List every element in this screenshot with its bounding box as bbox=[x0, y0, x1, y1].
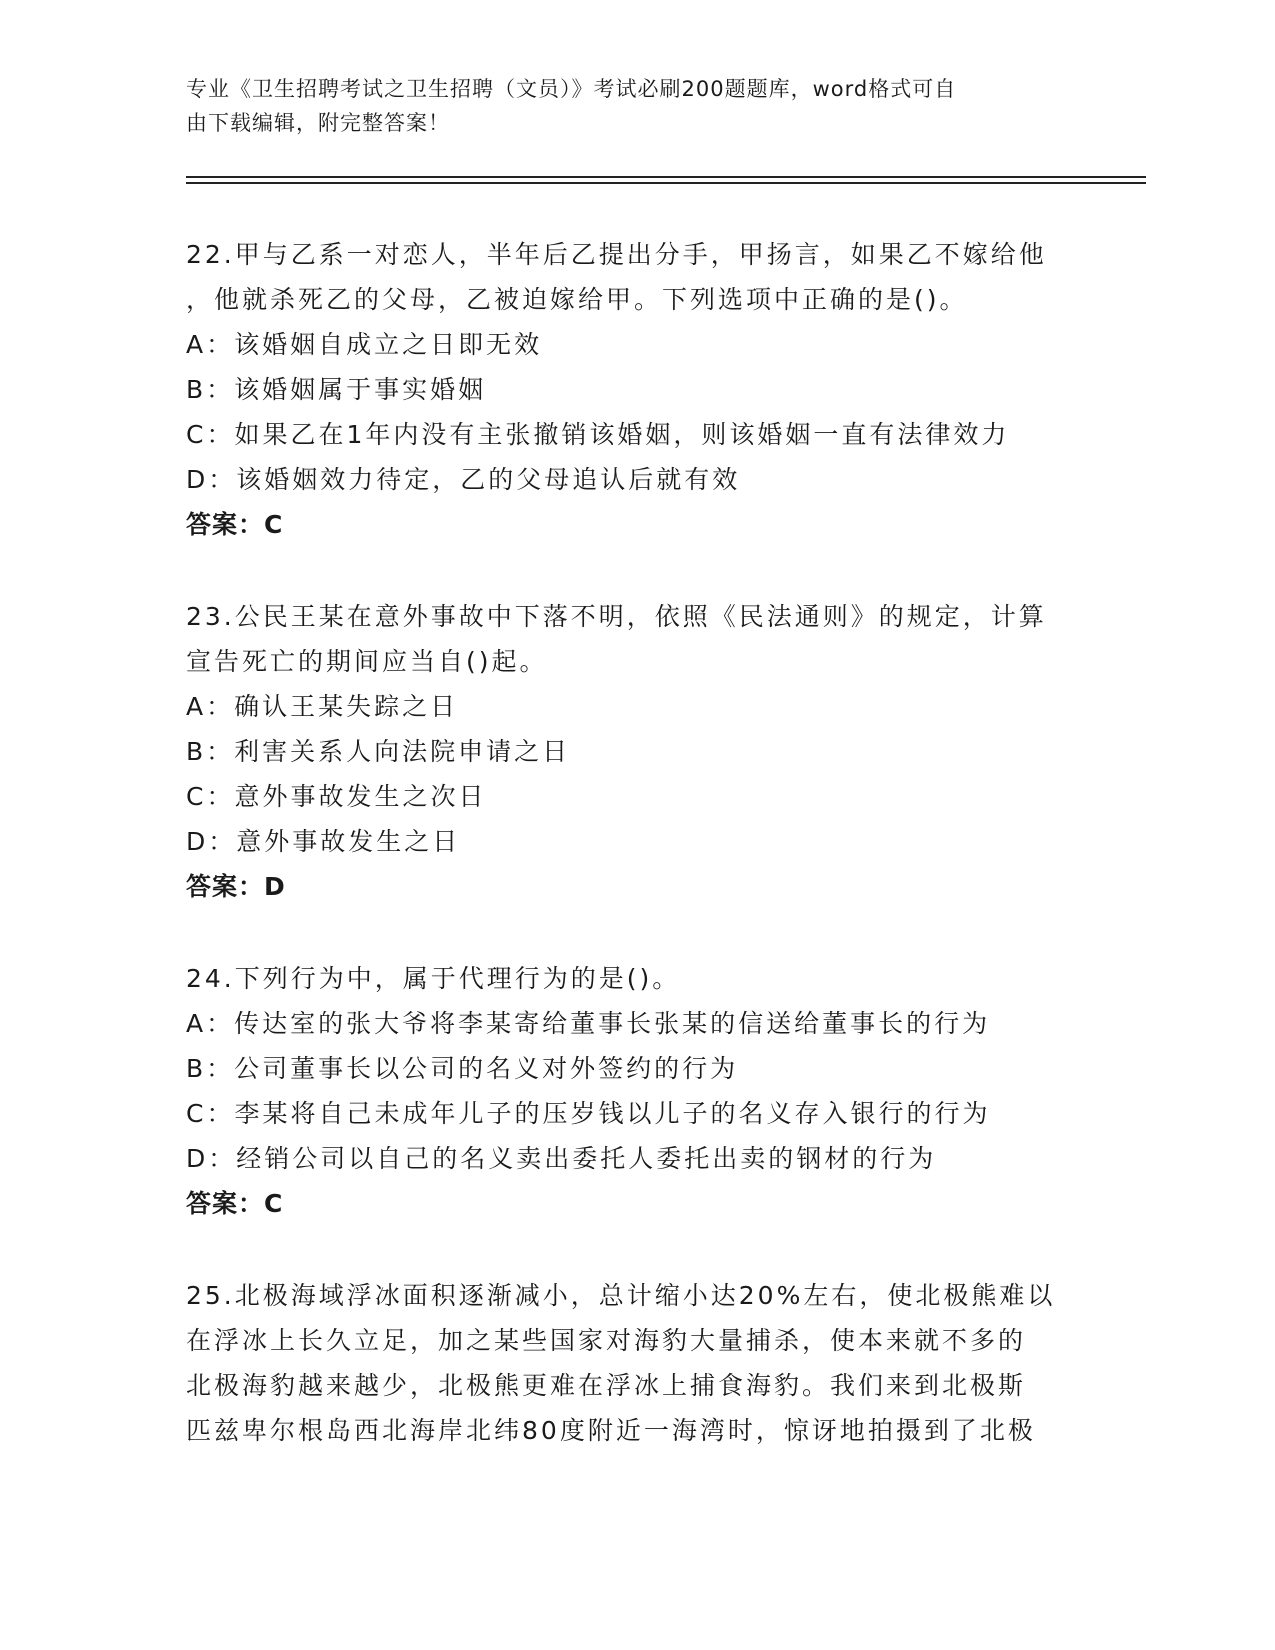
header-line-1: 专业《卫生招聘考试之卫生招聘（文员）》考试必刷200题题库，word格式可自 bbox=[186, 77, 957, 101]
option-c: C：如果乙在1年内没有主张撤销该婚姻，则该婚姻一直有法律效力 bbox=[186, 420, 1010, 449]
question-25 bbox=[186, 1273, 1066, 1453]
question-line: ，他就杀死乙的父母，乙被迫嫁给甲。下列选项中正确的是()。 bbox=[186, 285, 968, 314]
option-d: D：意外事故发生之日 bbox=[186, 827, 461, 856]
question-24 bbox=[186, 956, 1066, 1226]
question-line: 北极海豹越来越少，北极熊更难在浮冰上捕食海豹。我们来到北极斯 bbox=[186, 1371, 1027, 1400]
answer-label: 答案：D bbox=[186, 872, 286, 901]
question-line: 匹兹卑尔根岛西北海岸北纬80度附近一海湾时，惊讶地拍摄到了北极 bbox=[186, 1416, 1036, 1445]
question-line: 24.下列行为中，属于代理行为的是()。 bbox=[186, 964, 681, 993]
question-line: 宣告死亡的期间应当自()起。 bbox=[186, 647, 548, 676]
header-divider-top bbox=[186, 176, 1146, 178]
question-line: 25.北极海域浮冰面积逐渐减小，总计缩小达20%左右，使北极熊难以 bbox=[186, 1281, 1056, 1310]
question-line: 22.甲与乙系一对恋人，半年后乙提出分手，甲扬言，如果乙不嫁给他 bbox=[186, 240, 1047, 269]
option-b: B：该婚姻属于事实婚姻 bbox=[186, 375, 487, 404]
option-d: D：经销公司以自己的名义卖出委托人委托出卖的钢材的行为 bbox=[186, 1144, 937, 1173]
question-line: 在浮冰上长久立足，加之某些国家对海豹大量捕杀，使本来就不多的 bbox=[186, 1326, 1027, 1355]
question-22 bbox=[186, 232, 1066, 547]
question-text bbox=[186, 594, 1066, 684]
document-header bbox=[186, 72, 1066, 140]
question-line: 23.公民王某在意外事故中下落不明，依照《民法通则》的规定，计算 bbox=[186, 602, 1047, 631]
option-a: A：该婚姻自成立之日即无效 bbox=[186, 330, 543, 359]
question-text bbox=[186, 1273, 1066, 1453]
question-text bbox=[186, 956, 1066, 1001]
answer-label: 答案：C bbox=[186, 510, 284, 539]
question-text bbox=[186, 232, 1066, 322]
header-line-2: 由下载编辑，附完整答案！ bbox=[186, 111, 450, 135]
option-b: B：公司董事长以公司的名义对外签约的行为 bbox=[186, 1054, 739, 1083]
question-23 bbox=[186, 594, 1066, 909]
option-a: A：传达室的张大爷将李某寄给董事长张某的信送给董事长的行为 bbox=[186, 1009, 991, 1038]
option-b: B：利害关系人向法院申请之日 bbox=[186, 737, 571, 766]
option-c: C：意外事故发生之次日 bbox=[186, 782, 487, 811]
option-d: D：该婚姻效力待定，乙的父母追认后就有效 bbox=[186, 465, 741, 494]
answer-label: 答案：C bbox=[186, 1189, 284, 1218]
option-a: A：确认王某失踪之日 bbox=[186, 692, 459, 721]
option-c: C：李某将自己未成年儿子的压岁钱以儿子的名义存入银行的行为 bbox=[186, 1099, 991, 1128]
header-divider-bottom bbox=[186, 182, 1146, 184]
